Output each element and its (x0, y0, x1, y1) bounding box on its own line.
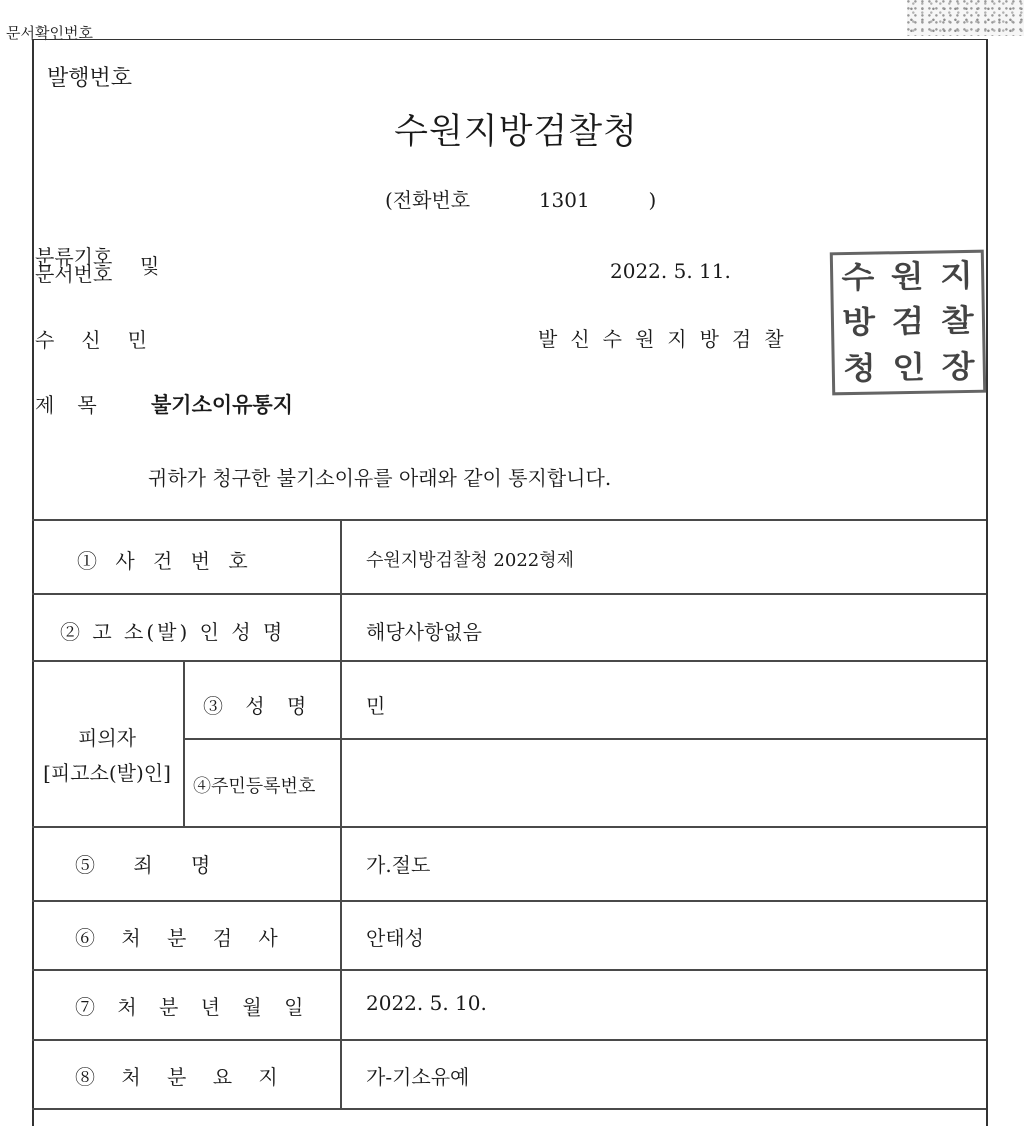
suspect-rrn-label: ④주민등록번호 (193, 776, 316, 797)
suspect-group-line-2: [피고소(발)인] (43, 761, 171, 785)
agency-title: 수원지방검찰청 (394, 112, 638, 152)
phone-suffix: ) (648, 188, 657, 212)
table-divider-suspect (183, 660, 185, 826)
disposition-prosecutor-label: ⑥ 처 분 검 사 (75, 926, 288, 950)
offense-label: ⑤ 죄 명 (75, 853, 227, 877)
case-number-value: 수원지방검찰청 2022형제 (366, 550, 575, 571)
seal-char-1: 수 (841, 259, 875, 296)
seal-char-5: 검 (891, 304, 925, 341)
disposition-summary-value: 가-기소유예 (366, 1065, 470, 1089)
table-line-1 (32, 593, 986, 595)
seal-char-9: 장 (941, 349, 975, 386)
suspect-group-label (32, 722, 182, 786)
table-line-7 (32, 1039, 986, 1041)
table-divider-main (340, 519, 342, 1108)
seal-char-4: 방 (841, 305, 876, 342)
issue-number-label: 발행번호 (47, 66, 133, 91)
corner-texture (907, 0, 1024, 36)
document-confirmation-label: 문서확인번호 (6, 24, 93, 42)
classification-line-1: 분류기호 (35, 245, 113, 269)
sender-label: 발신수원지방검찰 (538, 327, 797, 351)
phone-row (385, 184, 656, 213)
suspect-group-line-1: 피의자 (78, 726, 136, 750)
document-date: 2022. 5. 11. (610, 259, 731, 283)
subject-label: 제목 (35, 393, 120, 417)
suspect-name-label: ③ 성 명 (203, 694, 315, 718)
classification-and-label: 및 (140, 254, 160, 278)
seal-char-6: 찰 (940, 303, 975, 340)
disposition-prosecutor-value: 안태성 (366, 926, 424, 950)
subject-value: 불기소이유통지 (151, 392, 294, 417)
table-line-8 (32, 1108, 986, 1110)
seal-char-3: 지 (939, 257, 974, 295)
table-line-3 (183, 738, 986, 740)
complainant-value: 해당사항없음 (366, 620, 482, 644)
disposition-date-value: 2022. 5. 10. (366, 991, 487, 1015)
table-line-2 (32, 660, 986, 662)
intro-text: 귀하가 청구한 불기소이유를 아래와 같이 통지합니다. (148, 466, 612, 490)
phone-number: 1301 (538, 188, 590, 212)
case-number-label: ① 사 건 번 호 (77, 549, 254, 573)
complainant-label: ② 고 소(발) 인 성 명 (60, 620, 286, 644)
table-line-4 (32, 826, 986, 828)
classification-label (35, 245, 135, 286)
official-seal (830, 250, 986, 396)
disposition-date-label: ⑦ 처 분 년 월 일 (75, 995, 312, 1019)
seal-char-8: 인 (892, 349, 926, 387)
table-line-5 (32, 900, 986, 902)
offense-value: 가.절도 (366, 853, 431, 877)
seal-char-2: 원 (890, 258, 924, 296)
classification-line-2: 문서번호 (35, 262, 113, 286)
disposition-summary-label: ⑧ 처 분 요 지 (75, 1065, 288, 1089)
phone-prefix: (전화번호 (385, 188, 471, 212)
table-top-line (32, 519, 986, 521)
table-line-6 (32, 969, 986, 971)
suspect-name-value: 민 (366, 694, 386, 718)
receiver-label: 수신민 (35, 328, 174, 352)
seal-char-7: 청 (842, 350, 877, 388)
